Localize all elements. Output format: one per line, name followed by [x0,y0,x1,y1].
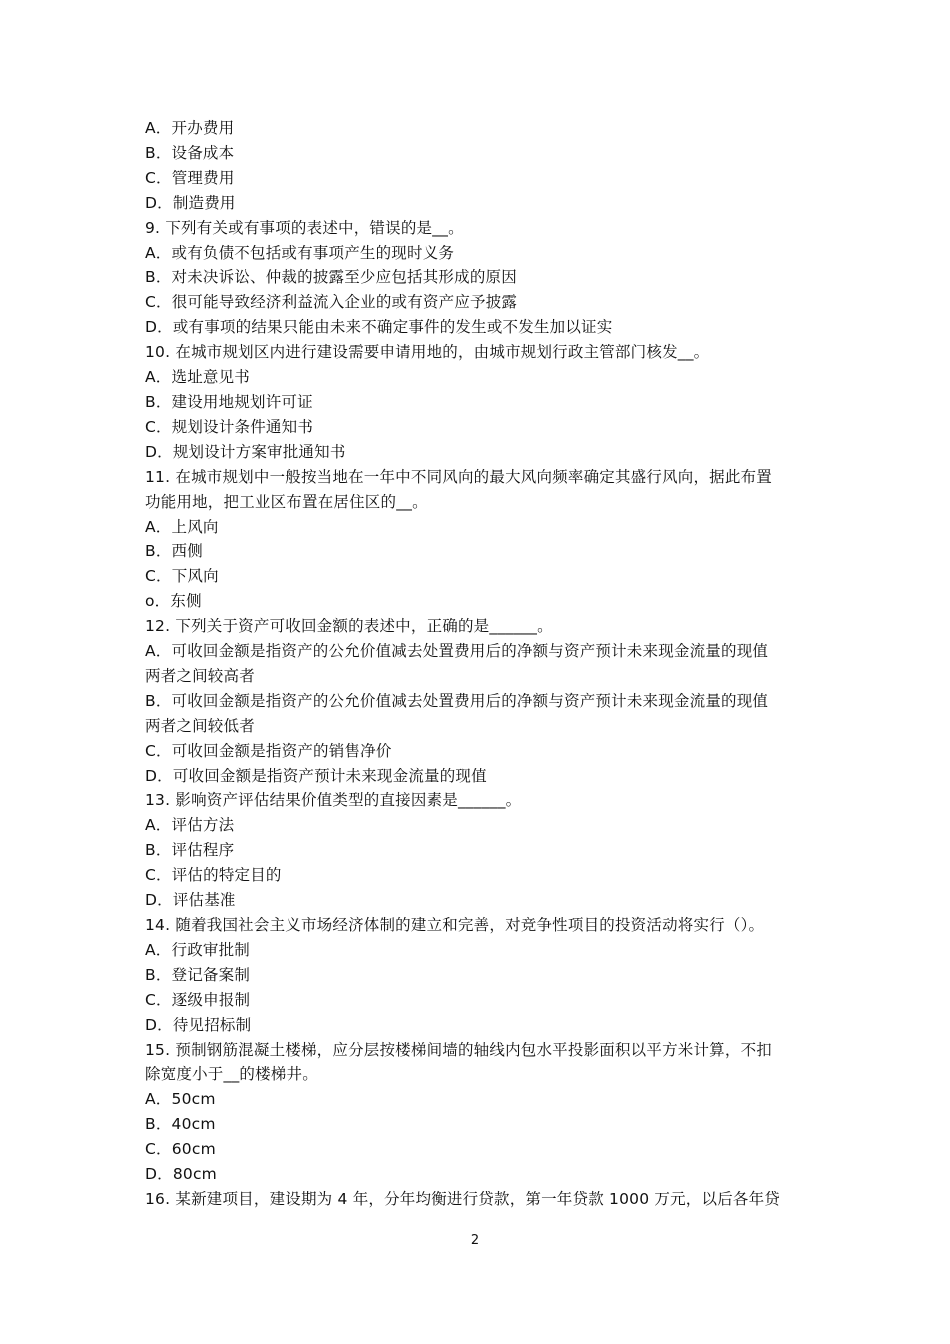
text-line: D．规划设计方案审批通知书 [145,442,346,461]
document-body [145,116,810,1212]
text-line: 14. 随着我国社会主义市场经济体制的建立和完善，对竞争性项目的投资活动将实行（）。 [145,916,765,934]
text-line: A．开办费用 [145,119,235,137]
text-line: B．对未决诉讼、仲裁的披露至少应包括其形成的原因 [145,268,517,287]
text-line: C．评估的特定目的 [145,866,282,885]
text-line: C．很可能导致经济利益流入企业的或有资产应予披露 [145,293,518,312]
text-line: 两者之间较高者 [145,666,255,685]
text-line: o．东侧 [145,592,202,611]
text-line: B．评估程序 [145,841,235,860]
text-line: A．行政审批制 [145,940,251,959]
text-line: 11. 在城市规划中一般按当地在一年中不同风向的最大风向频率确定其盛行风向，据此布置 [145,467,772,486]
text-line: 9. 下列有关或有事项的表述中，错误的是__。 [145,218,464,237]
text-line: B．建设用地规划许可证 [145,392,313,411]
text-line: C．规划设计条件通知书 [145,417,314,436]
text-line: C．下风向 [145,567,219,586]
text-line: B．可收回金额是指资产的公允价值减去处置费用后的净额与资产预计未来现金流量的现值 [145,691,769,710]
text-line: 除宽度小于__的楼梯井。 [145,1065,318,1084]
text-line: D．评估基准 [145,891,236,910]
text-line: 10. 在城市规划区内进行建设需要申请用地的，由城市规划行政主管部门核发__。 [145,343,710,362]
text-line: A．或有负债不包括或有事项产生的现时义务 [145,243,455,262]
text-line: B．设备成本 [145,143,235,162]
text-line: B．西侧 [145,542,203,561]
text-line: D．制造费用 [145,193,236,212]
text-line: A．选址意见书 [145,368,251,387]
text-line: C．可收回金额是指资产的销售净价 [145,741,392,760]
text-line: D．可收回金额是指资产预计未来现金流量的现值 [145,766,487,785]
text-line: A．50cm [145,1090,216,1109]
text-line: B．40cm [145,1115,216,1134]
page-number: 2 [470,1233,480,1248]
text-line: 两者之间较低者 [145,716,255,735]
text-line: 13. 影响资产评估结果价值类型的直接因素是______。 [145,791,522,810]
text-line: A．评估方法 [145,816,235,835]
text-line: C．管理费用 [145,168,235,187]
text-line: D．80cm [145,1165,217,1184]
text-line: B．登记备案制 [145,965,251,984]
text-line: 12. 下列关于资产可收回金额的表述中，正确的是______。 [145,617,553,636]
text-line: A．上风向 [145,517,219,536]
text-line: 15. 预制钢筋混凝土楼梯，应分层按楼梯间墙的轴线内包水平投影面积以平方米计算，不扣 [145,1040,772,1059]
text-line: A．可收回金额是指资产的公允价值减去处置费用后的净额与资产预计未来现金流量的现值 [145,642,769,661]
text-line: D．待见招标制 [145,1015,252,1034]
text-line: 16. 某新建项目，建设期为 4 年，分年均衡进行贷款，第一年贷款 1000 万元，以后各年贷 [145,1189,780,1208]
text-line: C．逐级申报制 [145,990,251,1009]
text-line: 功能用地，把工业区布置在居住区的__。 [145,492,428,511]
text-line: D．或有事项的结果只能由未来不确定事件的发生或不发生加以证实 [145,318,613,337]
text-line: C．60cm [145,1140,216,1159]
